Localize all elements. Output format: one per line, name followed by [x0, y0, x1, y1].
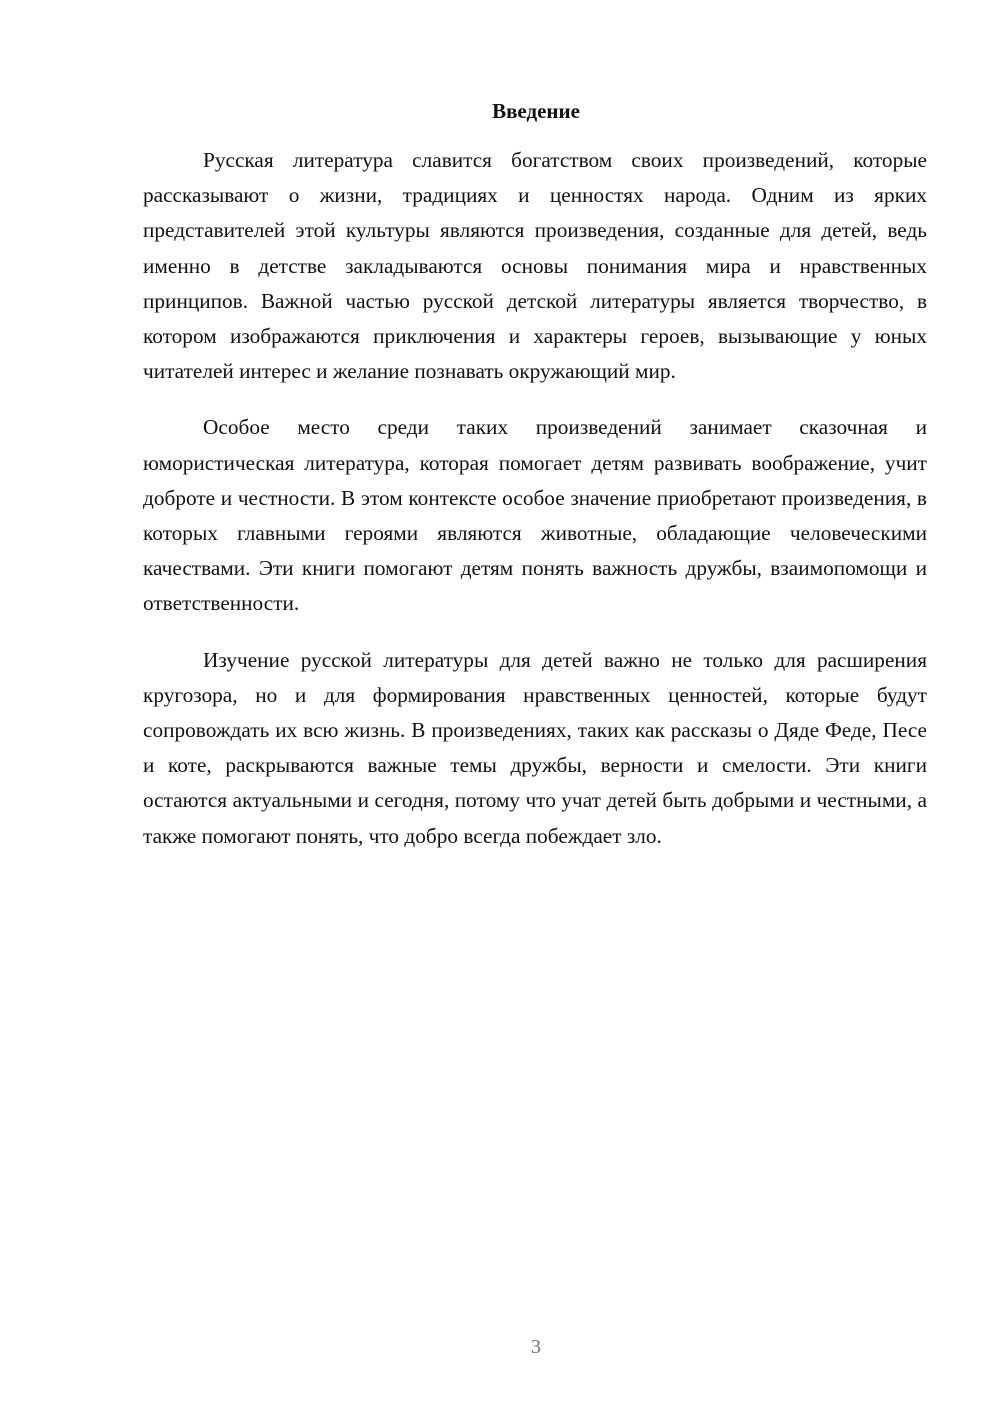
paragraph-1: Русская литература славится богатством своих произведений, которые рассказывают о жизни, традициях и ценностях народа. Одним из ярких представителей этой культуры являются произведения, созданные для детей, ведь именно в детстве закладываются основы понимания мира и нравственных принципов. Важной частью русской детской литературы является творчество, в котором изображаются приключения и характеры героев, вызывающие у юных читателей интерес и желание познавать окружающий мир. [143, 148, 927, 384]
page-number: 3 [531, 1336, 541, 1358]
paragraph-3: Изучение русской литературы для детей важно не только для расширения кругозора, но и для формирования нравственных ценностей, которые будут сопровождать их всю жизнь. В произведениях, таких как рассказы о Дяде Феде, Песе и коте, раскрываются важные темы дружбы, верности и смелости. Эти книги остаются актуальными и сегодня, потому что учат детей быть добрыми и честными, а также помогают понять, что добро всегда побеждает зло. [143, 647, 927, 848]
page-title: Введение [492, 99, 580, 123]
document-body [143, 143, 927, 875]
paragraph-2: Особое место среди таких произведений занимает сказочная и юмористическая литература, которая помогает детям развивать воображение, учит доброте и честности. В этом контексте особое значение приобретают произведения, в которых главными героями являются животные, обладающие человеческими качествами. Эти книги помогают детям понять важность дружбы, взаимопомощи и ответственности. [143, 415, 927, 616]
